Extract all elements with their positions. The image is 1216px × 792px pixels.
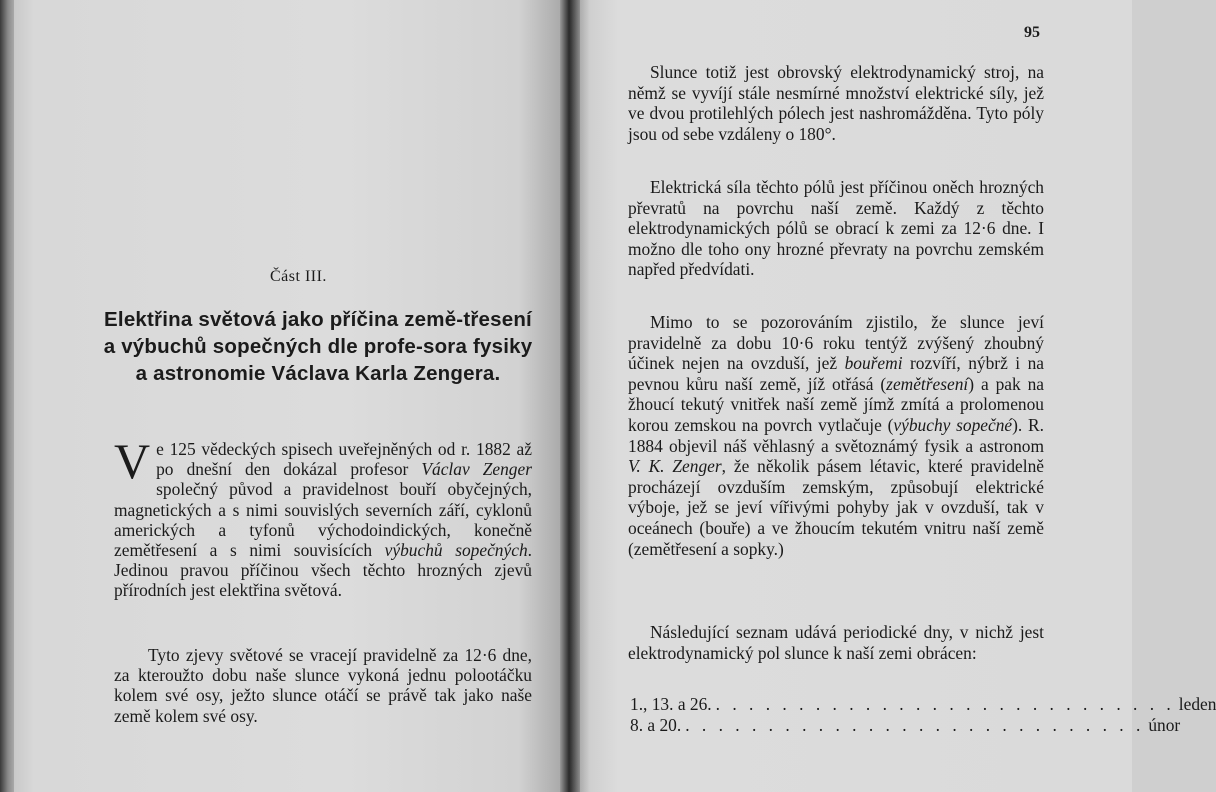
paragraph-observation (628, 312, 1044, 559)
italic-name: Václav Zenger (421, 459, 532, 480)
periodic-days-list (630, 694, 1216, 736)
italic-term: výbuchů sopečných (384, 540, 528, 561)
list-item-days: 1., 13. a 26. (630, 694, 712, 714)
paragraph-cycle: Tyto zjevy světové se vracejí pravidelně za 12·6 dne, za kteroužto dobu naše slunce vykoná jednu polootáčku kolem své osy, ježto slunce otáčí se právě tak jako naše země kolem své osy. (114, 645, 532, 726)
paragraph-poles: Elektrická síla těchto pólů jest příčinou oněch hrozných převratů na povrchu naší země. Každý z těchto elektrodynamických pólů se obrací k zemi za 12·6 dne. I možno dle toho ony hrozné převraty na povrchu zemském napřed předvídati. (628, 177, 1044, 280)
chapter-heading: Elektřina světová jako příčina země-třesení a výbuchů sopečných dle profe-sora fysiky a astronomie Václava Karla Zengera. (103, 308, 533, 385)
italic-name: V. K. Zenger (628, 456, 722, 477)
leader-dots: . . . . . . . . . . . . . . . . . . . . . . . . . . . . (685, 715, 1145, 735)
italic-term: bouřemi (844, 353, 903, 374)
leader-dots: . . . . . . . . . . . . . . . . . . . . . . . . . . . . (715, 694, 1175, 714)
paragraph-text: . Jedinou pravou příčinou všech těchto hrozných zjevů přírodních jest elektřina světová. (114, 540, 532, 601)
list-item (630, 694, 1216, 715)
paragraph-text: ) a pak na žhoucí tekutý vnitřek naší země jímž zmítá a prolomenou korou zemskou na povrch vytlačuje ( (628, 373, 1044, 435)
paragraph-text: , že několik pásem létavic, které pravidelně procházejí ovzduším zemským, způsobují elektrické výboje, jež se jeví vířivými pohyby jak v ovzduší, tak v oceánech (bouře) a ve žhoucím tekutém vnitru naší země (zemětřesení a sopky.) (628, 456, 1044, 559)
list-item (630, 715, 1181, 736)
paragraph-list-intro: Následující seznam udává periodické dny, v nichž jest elektrodynamický pol slunce k naší zemi obrácen: (628, 622, 1044, 663)
paragraph-text: společný původ a pravidelnost bouří obyčejných, magnetických a s nimi souvislých severních září, cyklonů amerických a tyfonů východoindických, konečně zemětřesení a s nimi souvisících (114, 479, 532, 561)
drop-cap: V (114, 433, 151, 489)
list-item-month: leden (1178, 694, 1216, 714)
italic-term: zemětřesení (886, 373, 969, 394)
paragraph-text: rozvíří, nýbrž i na pevnou kůru naší země, jíž otřásá ( (628, 353, 1045, 394)
book-gutter (560, 0, 580, 792)
italic-term: výbuchy sopečné (893, 414, 1013, 435)
part-label: Část III. (270, 268, 327, 285)
list-item-days: 8. a 20. (630, 715, 682, 735)
paragraph-text: e 125 vědeckých spisech uveřejněných od r. 1882 až po dnešní den dokázal profesor (156, 439, 532, 480)
page-number: 95 (1024, 24, 1040, 41)
paragraph-text: Mimo to se pozorováním zjistilo, že slunce jeví pravidelně za dobu 10·6 roku tentýž zvýšený zhoubný účinek nejen na ovzduší, jež (628, 312, 1044, 374)
list-item-month: únor (1148, 715, 1181, 735)
paragraph-sun-machine: Slunce totiž jest obrovský elektrodynamický stroj, na němž se vyvíjí stále nesmírné množství elektrické síly, jež ve dvou protilehlých pólech jest nashromážděna. Tyto póly jsou od sebe vzdáleny o 180°. (628, 62, 1044, 144)
paragraph-intro (114, 433, 532, 601)
paragraph-text: ). R. 1884 objevil náš věhlasný a světoznámý fysik a astronom (628, 414, 1044, 456)
